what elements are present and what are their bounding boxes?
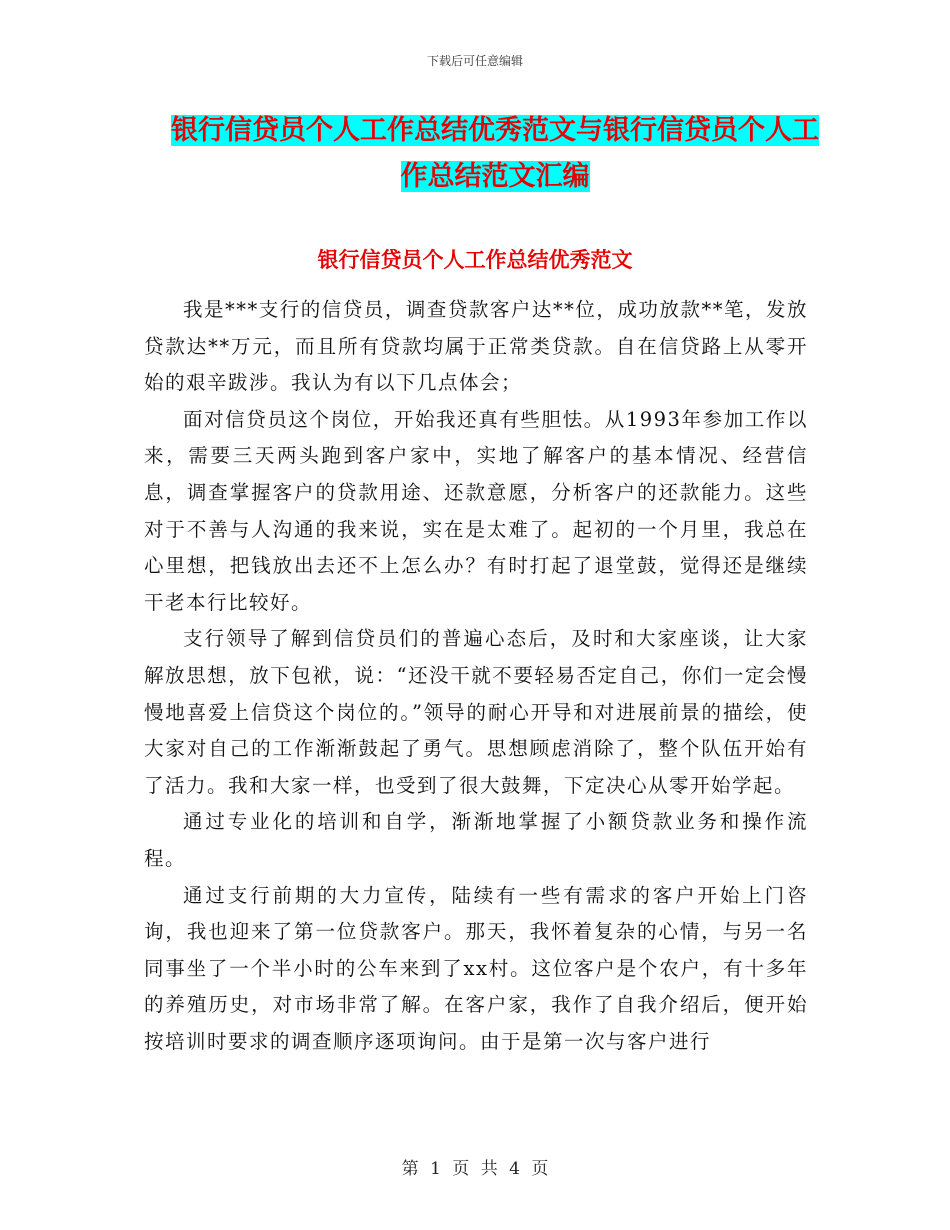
- page-footer: 第 1 页 共 4 页: [401, 1159, 549, 1179]
- paragraph: 我是***支行的信贷员，调查贷款客户达**位，成功放款**笔，发放贷款达**万元，而且所有贷款均属于正常类贷款。自在信贷路上从零开始的艰辛跋涉。我认为有以下几点体会；: [144, 298, 808, 395]
- section-title: 银行信贷员个人工作总结优秀范文: [317, 247, 633, 272]
- paragraph: 支行领导了解到信贷员们的普遍心态后，及时和大家座谈，让大家解放思想，放下包袱，说：“还没干就不要轻易否定自己，你们一定会慢慢地喜爱上信贷这个岗位的。”领导的耐心开导和对进展前景的描绘，使大家对自己的工作渐渐鼓起了勇气。思想顾虑消除了，整个队伍开始有了活力。我和大家一样，也受到了很大鼓舞，下定决心从零开始学起。: [144, 627, 808, 797]
- body-text: [144, 292, 808, 1060]
- document-title-text: 银行信贷员个人工作总结优秀范文与银行信贷员个人工作总结范文汇编: [171, 115, 819, 192]
- paragraph: 通过专业化的培训和自学，渐渐地掌握了小额贷款业务和操作流程。: [144, 810, 808, 870]
- paragraph: 面对信贷员这个岗位，开始我还真有些胆怯。从1993年参加工作以来，需要三天两头跑到客户家中，实地了解客户的基本情况、经营信息，调查掌握客户的贷款用途、还款意愿，分析客户的还款能力。这些对于不善与人沟通的我来说，实在是太难了。起初的一个月里，我总在心里想，把钱放出去还不上怎么办？有时打起了退堂鼓，觉得还是继续干老本行比较好。: [144, 407, 808, 614]
- header-note: 下载后可任意编辑: [426, 54, 523, 68]
- document-title: [170, 108, 820, 200]
- paragraph: 通过支行前期的大力宣传，陆续有一些有需求的客户开始上门咨询，我也迎来了第一位贷款客户。那天，我怀着复杂的心情，与另一名同事坐了一个半小时的公车来到了xx村。这位客户是个农户，有十多年的养殖历史，对市场非常了解。在客户家，我作了自我介绍后，便开始按培训时要求的调查顺序逐项询问。由于是第一次与客户进行: [144, 883, 808, 1053]
